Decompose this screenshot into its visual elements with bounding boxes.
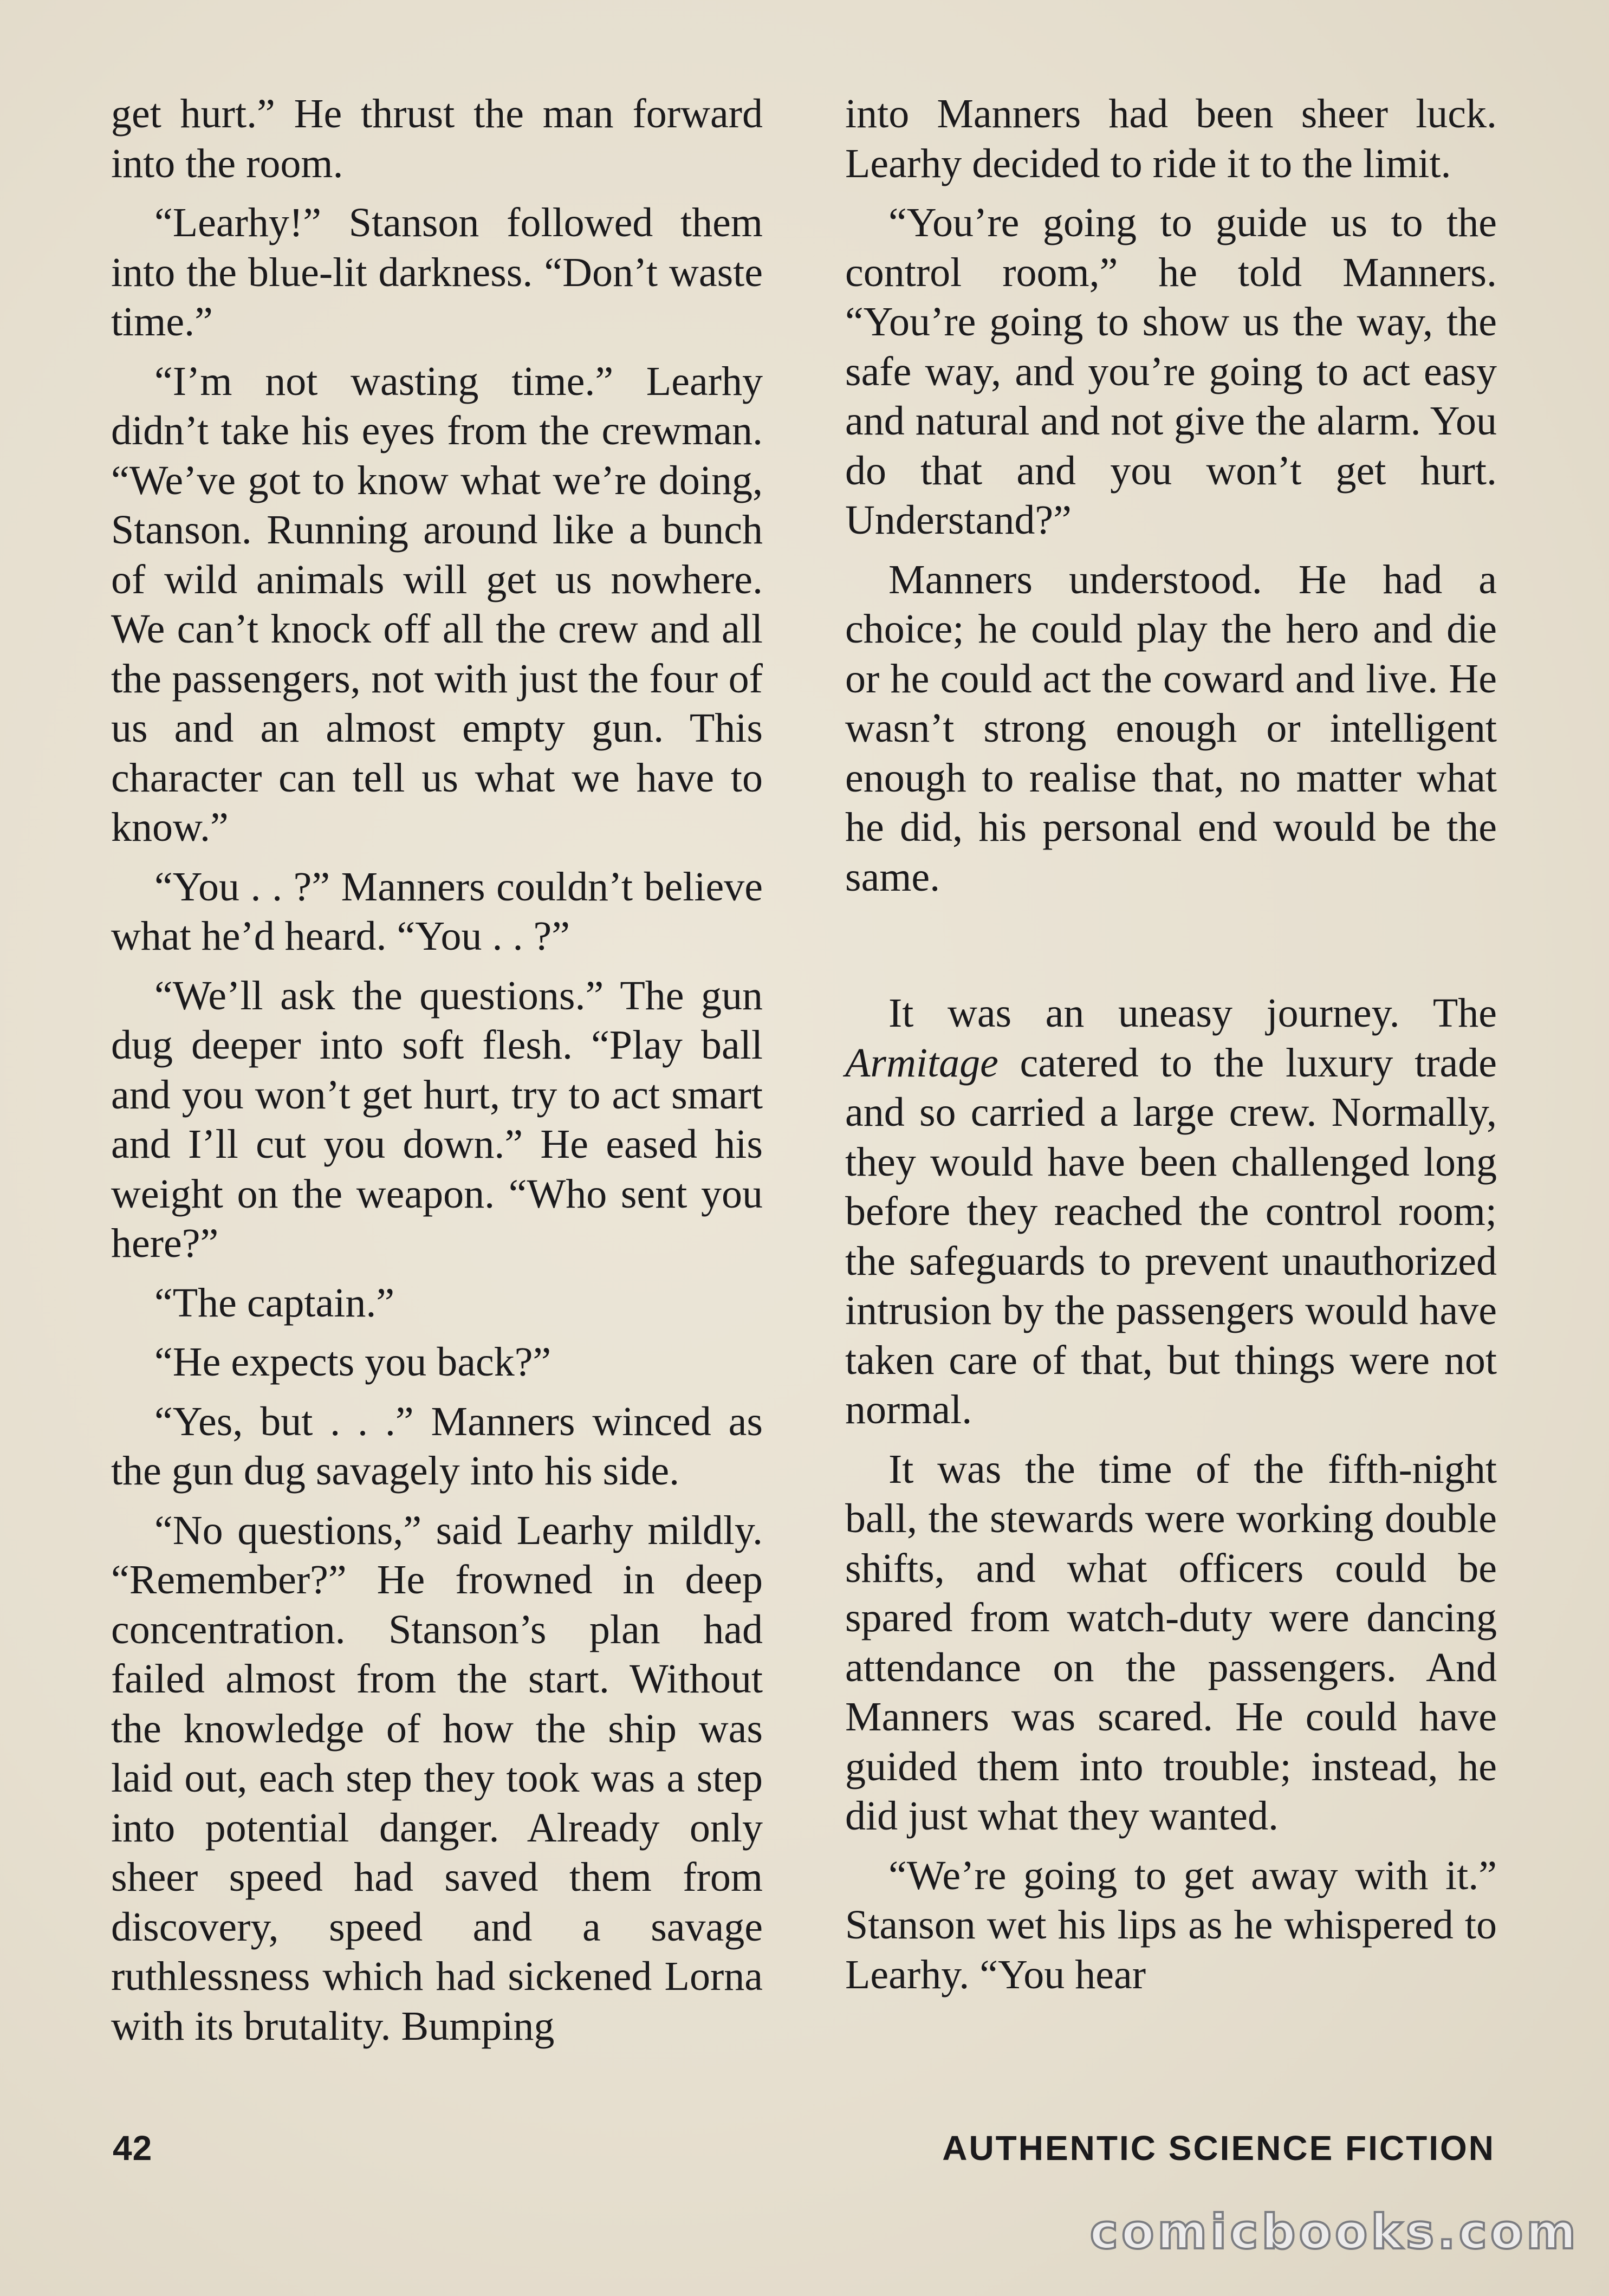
paragraph: “Yes, but . . .” Manners winced as the gun dug savagely into his side. — [111, 1398, 763, 1494]
site-watermark: comicbooks.com — [1089, 2204, 1579, 2260]
paragraph-lead: It was an uneasy journey. The — [888, 990, 1497, 1036]
publication-title: AUTHENTIC SCIENCE FICTION — [942, 2129, 1495, 2168]
paragraph: get hurt.” He thrust the man forward into the room. — [111, 91, 763, 186]
ship-name-italic: Armitage — [845, 1040, 998, 1086]
paragraph-rest: catered to the luxury trade and so carried a large crew. Normally, they would have been challenged long before they reached the control room; the safeguards to prevent unauthorized intrusion by the passengers would have taken care of that, but things were not normal. — [845, 1040, 1497, 1432]
paragraph: “You . . ?” Manners couldn’t believe what he’d heard. “You . . ?” — [111, 864, 763, 959]
left-text-column — [111, 89, 763, 2061]
paragraph: “The captain.” — [154, 1280, 395, 1326]
paragraph: It was the time of the fifth-night ball, the stewards were working double shifts, and what officers could be spared from watch-duty were dancing attendance on the passengers. And Manners was scared. He could have guided them into trouble; instead, he did just what they wanted. — [845, 1446, 1497, 1839]
paragraph: “We’re going to get away with it.” Stanson wet his lips as he whispered to Learhy. “You hear — [845, 1852, 1497, 1997]
section-break-paragraph — [845, 989, 1497, 1435]
paragraph: “I’m not wasting time.” Learhy didn’t take his eyes from the crewman. “We’ve got to know what we’re doing, Stanson. Running around like a bunch of wild animals will get us nowhere. We can’t knock off all the crew and all the passengers, not with just the four of us and an almost empty gun. This character can tell us what we have to know.” — [111, 358, 763, 850]
paragraph: “We’ll ask the questions.” The gun dug deeper into soft flesh. “Play ball and you won’t get hurt, try to act smart and I’ll cut you down.” He eased his weight on the weapon. “Who sent you here?” — [111, 972, 763, 1266]
paragraph: “No questions,” said Learhy mildly. “Remember?” He frowned in deep concentration. Stanson’s plan had failed almost from the start. Without the knowledge of how the ship was laid out, each step they took was a step into potential danger. Already only sheer speed had saved them from discovery, speed and a savage ruthlessness which had sickened Lorna with its brutality. Bumping — [111, 1507, 763, 2049]
paragraph: into Manners had been sheer luck. Learhy decided to ride it to the limit. — [845, 91, 1497, 186]
page-number: 42 — [113, 2129, 153, 2168]
paragraph: “You’re going to guide us to the control room,” he told Manners. “You’re going to show us the way, the safe way, and you’re going to act easy and natural and not give the alarm. You do that and you won’t get hurt. Understand?” — [845, 200, 1497, 543]
paragraph: “He expects you back?” — [154, 1339, 552, 1385]
right-text-column — [845, 89, 1497, 2009]
paragraph: “Learhy!” Stanson followed them into the blue-lit darkness. “Don’t waste time.” — [111, 200, 763, 345]
paragraph: Manners understood. He had a choice; he could play the hero and die or he could act the coward and live. He wasn’t strong enough or intelligent enough to realise that, no matter what he did, his personal end would be the same. — [845, 556, 1497, 900]
